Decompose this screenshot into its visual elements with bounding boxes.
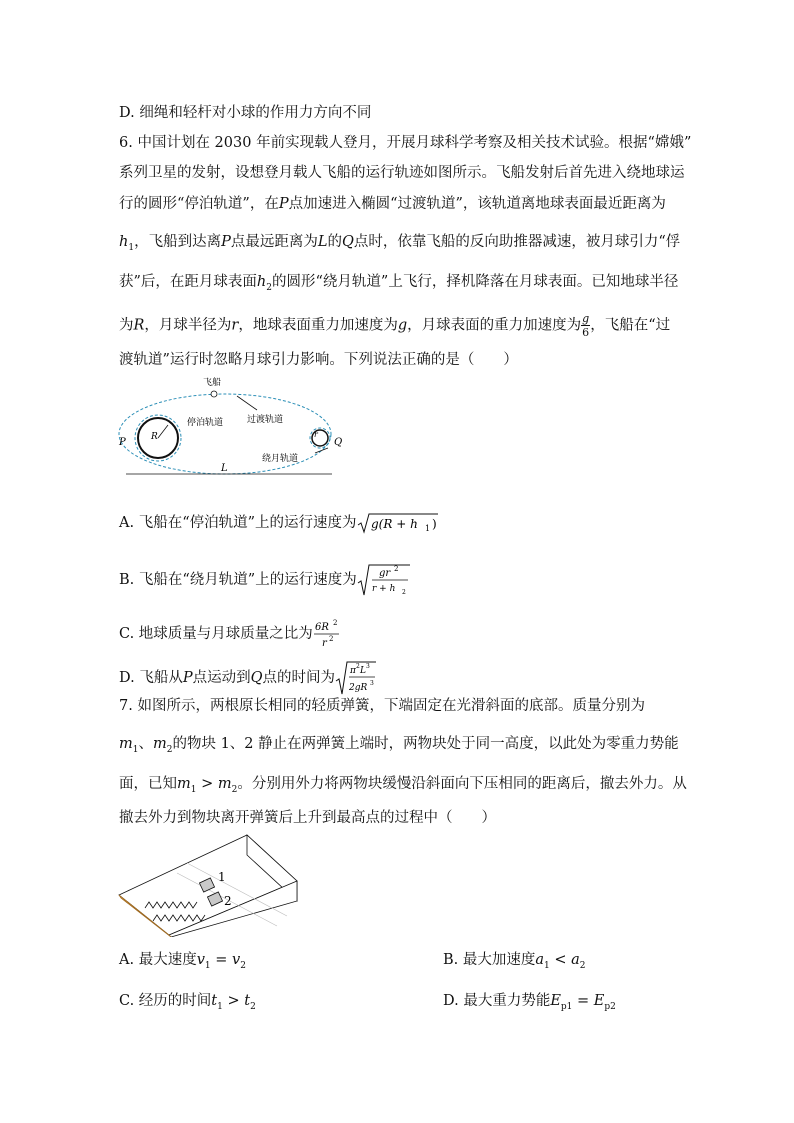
svg-text:L: L — [359, 666, 366, 676]
svg-text:2: 2 — [401, 589, 406, 596]
svg-text:2: 2 — [355, 663, 360, 670]
svg-text:π: π — [349, 666, 356, 676]
q7-option-d[interactable]: D. 最大重力势能$E_{p1} = E_{p2}$ — [443, 993, 616, 1012]
spacecraft-marker — [211, 391, 217, 397]
sqrt-sign-d — [335, 660, 377, 696]
q6-stem-line5: 获”后，在距月球表面$h_2$的圆形“绕月轨道”上飞行，择机降落在月球表面。已知地球半径 — [119, 274, 679, 293]
q6-option-d[interactable]: D. 飞船从P点运动到Q点的时间为 π 2 L 3 2gR 3 — [119, 660, 377, 696]
label-parking-orbit: 停泊轨道 — [187, 418, 224, 428]
earth-radius-line — [158, 425, 168, 438]
svg-text:r: r — [321, 638, 327, 649]
sqrt-sign-a — [357, 512, 439, 534]
svg-text:2gR: 2gR — [348, 683, 368, 693]
q6-stem-line3: 行的圆形“停泊轨道”，在P点加速进入椭圆“过渡轨道”，该轨道离地球表面最近距离为 — [119, 196, 666, 212]
moon-orbit-circle — [310, 428, 330, 448]
q6-stem-line4: $h_1$，飞船到达离P点最远距离为L的Q点时，依靠飞船的反向助推器减速，被月球引力“俘 — [119, 234, 681, 253]
sqrt-sign-b — [357, 563, 411, 597]
label-Q: Q — [334, 437, 343, 448]
label-L: L — [221, 463, 228, 474]
q7-stem-line2: $m_1$、$m_2$的物块 1、2 静止在两弹簧上端时，两物块处于同一高度，以此处为零重力势能 — [119, 736, 679, 755]
label-moon-orbit: 绕月轨道 — [262, 454, 299, 464]
q7-option-b[interactable]: B. 最大加速度$a_1 < a_2$ — [443, 952, 586, 971]
transfer-label-arrow — [237, 396, 257, 410]
svg-text:): ) — [431, 517, 437, 531]
g-over-6-fraction: $\frac{g}{6}$ — [582, 312, 590, 339]
svg-text:6R: 6R — [314, 622, 329, 633]
q6-option-a[interactable]: A. 飞船在“停泊轨道”上的运行速度为 g(R + h 1 ) — [119, 512, 439, 534]
svg-text:1: 1 — [424, 524, 430, 533]
svg-text:2: 2 — [332, 619, 338, 627]
svg-text:2: 2 — [393, 565, 399, 573]
q6-stem-line7: 渡轨道”运行时忽略月球引力影响。下列说法正确的是（ ） — [119, 352, 518, 368]
orbit-diagram — [115, 376, 345, 494]
q6-stem-line2: 系列卫星的发射，设想登月载人飞船的运行轨迹如图所示。飞船发射后首先进入绕地球运 — [119, 165, 685, 181]
mass-ratio-fraction — [313, 618, 341, 650]
q6-option-b[interactable]: B. 飞船在“绕月轨道”上的运行速度为 gr 2 r + h 2 — [119, 563, 411, 597]
svg-text:3: 3 — [365, 663, 370, 670]
sqrt-expression — [357, 512, 439, 534]
incline-spring-diagram — [117, 833, 301, 937]
label-spacecraft: 飞船 — [203, 378, 222, 388]
q7-option-a[interactable]: A. 最大速度$v_1 = v_2$ — [119, 952, 246, 971]
svg-text:3: 3 — [369, 680, 374, 687]
label-transfer-orbit: 过渡轨道 — [247, 415, 284, 425]
svg-text:2: 2 — [328, 635, 334, 643]
q7-option-c[interactable]: C. 经历的时间$t_1 > t_2$ — [119, 993, 256, 1012]
q6-stem-line1: 6. 中国计划在 2030 年前实现载人登月，开展月球科学考察及相关技术试验。根据“嫦娥” — [119, 135, 692, 151]
q5-option-d[interactable]: D. 细绳和轻杆对小球的作用力方向不同 — [119, 105, 372, 121]
svg-text:r + h: r + h — [371, 584, 396, 594]
label-block-1: 1 — [218, 870, 226, 884]
label-R: R — [151, 432, 158, 442]
label-r: r — [314, 430, 318, 439]
q6-option-c[interactable]: C. 地球质量与月球质量之比为 6R 2 r 2 — [119, 618, 341, 650]
svg-text:g(R + h: g(R + h — [370, 517, 418, 531]
moon-orbit-label-arrow — [315, 448, 328, 453]
q7-stem-line1: 7. 如图所示，两根原长相同的轻质弹簧，下端固定在光滑斜面的底部。质量分别为 — [119, 698, 645, 714]
q7-stem-line3: 面，已知$m_1 > m_2$。分别用外力将两物块缓慢沿斜面向下压相同的距离后，撤去外力。从 — [119, 776, 687, 795]
label-P: P — [119, 437, 126, 448]
q7-stem-line4: 撤去外力到物块离开弹簧后上升到最高点的过程中（ ） — [119, 810, 496, 826]
svg-text:gr: gr — [378, 568, 390, 579]
label-block-2: 2 — [224, 894, 232, 908]
q6-stem-line6: 为R，月球半径为r，地球表面重力加速度为g，月球表面的重力加速度为 $\frac{g}{6}$ ，飞船在“过 — [119, 312, 671, 339]
